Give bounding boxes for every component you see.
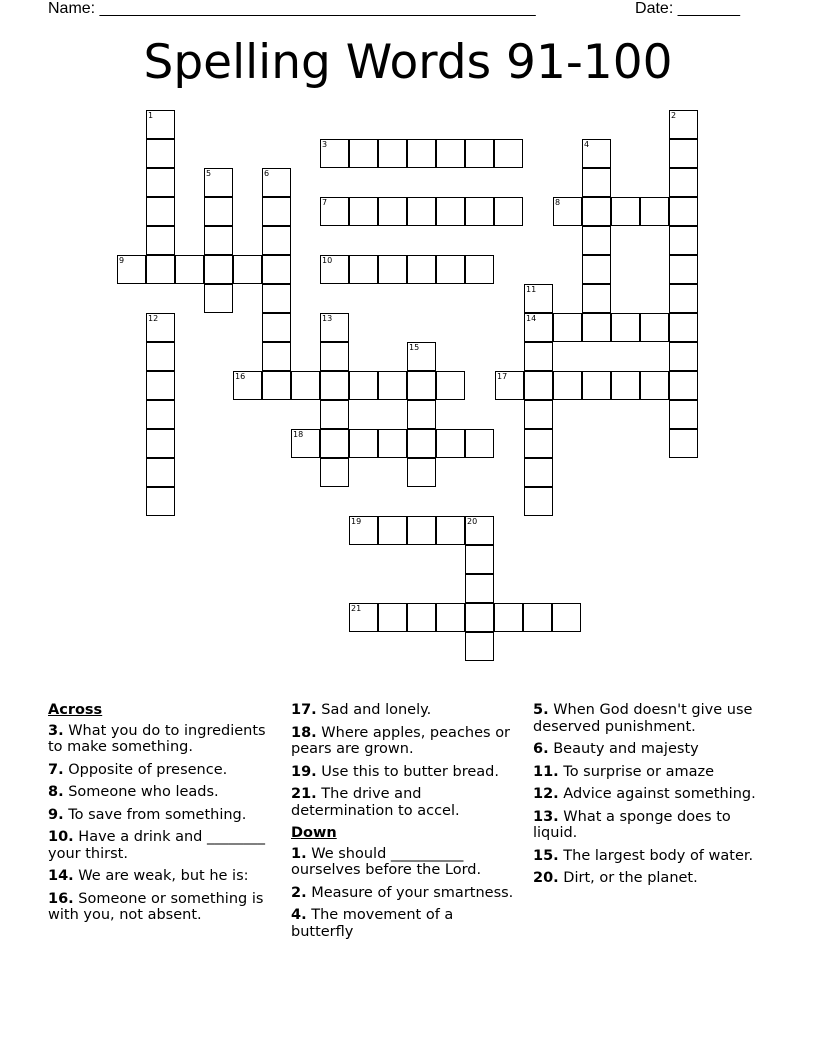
cell-number: 7 [322, 198, 328, 207]
grid-cell[interactable] [465, 197, 494, 226]
clue-across-7: 7. Opposite of presence. [48, 761, 228, 778]
grid-cell[interactable] [349, 429, 378, 458]
grid-cell[interactable] [407, 342, 436, 371]
clue-down-15: 15. The largest body of water. [533, 847, 754, 864]
clue-down-20: 20. Dirt, or the planet. [533, 870, 698, 886]
grid-cell[interactable] [436, 371, 465, 400]
grid-cell[interactable] [146, 458, 175, 487]
grid-cell[interactable] [320, 342, 349, 371]
grid-cell[interactable] [465, 139, 494, 168]
grid-cell[interactable] [669, 168, 698, 197]
grid-cell[interactable] [349, 139, 378, 168]
grid-cell[interactable] [407, 516, 436, 545]
cell-number: 1 [148, 111, 154, 120]
grid-cell[interactable] [524, 313, 553, 342]
grid-cell[interactable] [349, 371, 378, 400]
grid-cell[interactable] [553, 371, 582, 400]
cell-number: 20 [467, 517, 478, 526]
clues-column-1 [48, 702, 274, 930]
grid-cell[interactable] [524, 429, 553, 458]
grid-cell[interactable] [204, 168, 233, 197]
grid-cell[interactable] [378, 516, 407, 545]
cell-number: 10 [322, 256, 333, 265]
grid-cell[interactable] [494, 139, 523, 168]
grid-cell[interactable] [436, 603, 465, 632]
date-field-label[interactable]: Date: _______ [635, 0, 740, 17]
grid-cell[interactable] [669, 110, 698, 139]
cell-number: 19 [351, 517, 362, 526]
grid-cell[interactable] [233, 371, 262, 400]
grid-cell[interactable] [146, 487, 175, 516]
grid-cell[interactable] [204, 284, 233, 313]
across-heading: Across [48, 702, 103, 718]
grid-cell[interactable] [262, 342, 291, 371]
grid-cell[interactable] [524, 342, 553, 371]
grid-cell[interactable] [553, 313, 582, 342]
grid-cell[interactable] [436, 255, 465, 284]
clue-down-11: 11. To surprise or amaze [533, 763, 715, 780]
grid-cell[interactable] [669, 313, 698, 342]
grid-cell[interactable] [495, 371, 524, 400]
grid-cell[interactable] [582, 255, 611, 284]
clue-across-21: 21. The drive and determination to accel. [291, 786, 460, 819]
grid-cell[interactable] [582, 313, 611, 342]
cell-number: 12 [148, 314, 159, 323]
grid-cell[interactable] [378, 371, 407, 400]
grid-cell[interactable] [407, 603, 436, 632]
clue-down-13: 13. What a sponge does to liquid. [533, 808, 731, 841]
grid-cell[interactable] [640, 197, 669, 226]
grid-cell[interactable] [523, 603, 552, 632]
grid-cell[interactable] [117, 255, 146, 284]
cell-number: 3 [322, 140, 328, 149]
grid-cell[interactable] [669, 255, 698, 284]
clue-down-1: 1. We should __________ ourselves before the Lord. [291, 845, 482, 878]
clue-across-8: 8. Someone who leads. [48, 784, 219, 800]
grid-cell[interactable] [407, 429, 436, 458]
grid-cell[interactable] [524, 400, 553, 429]
grid-cell[interactable] [407, 371, 436, 400]
clues-column-2 [291, 702, 519, 946]
clue-across-19: 19. Use this to butter bread. [291, 763, 499, 780]
cell-number: 14 [526, 314, 537, 323]
grid-cell[interactable] [524, 458, 553, 487]
grid-cell[interactable] [204, 197, 233, 226]
grid-cell[interactable] [146, 400, 175, 429]
grid-cell[interactable] [436, 516, 465, 545]
grid-cell[interactable] [524, 487, 553, 516]
grid-cell[interactable] [436, 429, 465, 458]
clue-down-4: 4. The movement of a butterfly [291, 907, 454, 940]
clues-column-3 [533, 702, 763, 893]
grid-cell[interactable] [320, 371, 349, 400]
grid-cell[interactable] [378, 255, 407, 284]
grid-cell[interactable] [669, 342, 698, 371]
grid-cell[interactable] [465, 603, 494, 632]
page-title: Spelling Words 91-100 [143, 35, 673, 90]
cell-number: 18 [293, 430, 304, 439]
grid-cell[interactable] [378, 429, 407, 458]
grid-cell[interactable] [146, 429, 175, 458]
grid-cell[interactable] [291, 371, 320, 400]
grid-cell[interactable] [204, 255, 233, 284]
grid-cell[interactable] [320, 400, 349, 429]
clue-across-16: 16. Someone or something is with you, not absent. [48, 890, 264, 923]
grid-cell[interactable] [582, 197, 611, 226]
clue-across-10: 10. Have a drink and ________ your thirst. [48, 829, 265, 862]
grid-cell[interactable] [146, 255, 175, 284]
clue-down-5: 5. When God doesn't give use deserved punishment. [533, 702, 753, 735]
grid-cell[interactable] [669, 226, 698, 255]
cell-number: 11 [526, 285, 537, 294]
cell-number: 4 [584, 140, 590, 149]
grid-cell[interactable] [494, 197, 523, 226]
clue-across-3: 3. What you do to ingredients to make something. [48, 722, 266, 755]
grid-cell[interactable] [378, 603, 407, 632]
down-heading: Down [291, 825, 337, 841]
cell-number: 5 [206, 169, 212, 178]
grid-cell[interactable] [524, 371, 553, 400]
header-row [48, 0, 740, 20]
grid-cell[interactable] [262, 197, 291, 226]
grid-cell[interactable] [465, 516, 494, 545]
grid-cell[interactable] [146, 197, 175, 226]
grid-cell[interactable] [407, 197, 436, 226]
grid-cell[interactable] [320, 255, 349, 284]
clue-down-12: 12. Advice against something. [533, 786, 756, 802]
grid-cell[interactable] [407, 458, 436, 487]
clue-across-17: 17. Sad and lonely. [291, 702, 432, 718]
grid-cell[interactable] [611, 371, 640, 400]
grid-cell[interactable] [262, 313, 291, 342]
grid-cell[interactable] [611, 313, 640, 342]
grid-cell[interactable] [465, 429, 494, 458]
clue-down-2: 2. Measure of your smartness. [291, 884, 514, 901]
grid-cell[interactable] [407, 139, 436, 168]
cell-number: 6 [264, 169, 270, 178]
cell-number: 16 [235, 372, 246, 381]
grid-cell[interactable] [436, 197, 465, 226]
grid-cell[interactable] [175, 255, 204, 284]
grid-cell[interactable] [669, 284, 698, 313]
grid-cell[interactable] [262, 168, 291, 197]
clue-across-14: 14. We are weak, but he is: [48, 868, 249, 884]
grid-cell[interactable] [465, 574, 494, 603]
cell-number: 21 [351, 604, 362, 613]
grid-cell[interactable] [494, 603, 523, 632]
grid-cell[interactable] [582, 168, 611, 197]
grid-cell[interactable] [465, 545, 494, 574]
grid-cell[interactable] [146, 371, 175, 400]
grid-cell[interactable] [582, 139, 611, 168]
cell-number: 13 [322, 314, 333, 323]
grid-cell[interactable] [291, 429, 320, 458]
grid-cell[interactable] [524, 284, 553, 313]
grid-cell[interactable] [320, 139, 349, 168]
grid-cell[interactable] [349, 516, 378, 545]
grid-cell[interactable] [349, 255, 378, 284]
grid-cell[interactable] [320, 429, 349, 458]
grid-cell[interactable] [669, 139, 698, 168]
grid-cell[interactable] [262, 226, 291, 255]
clue-across-18: 18. Where apples, peaches or pears are grown. [291, 724, 511, 757]
grid-cell[interactable] [146, 313, 175, 342]
grid-cell[interactable] [407, 400, 436, 429]
grid-cell[interactable] [146, 226, 175, 255]
grid-cell[interactable] [582, 284, 611, 313]
grid-cell[interactable] [669, 429, 698, 458]
grid-cell[interactable] [669, 400, 698, 429]
grid-cell[interactable] [378, 139, 407, 168]
grid-cell[interactable] [349, 603, 378, 632]
grid-cell[interactable] [262, 255, 291, 284]
cell-number: 2 [671, 111, 677, 120]
grid-cell[interactable] [262, 284, 291, 313]
grid-cell[interactable] [378, 197, 407, 226]
cell-number: 8 [555, 198, 561, 207]
grid-cell[interactable] [320, 458, 349, 487]
cell-number: 9 [119, 256, 125, 265]
grid-cell[interactable] [262, 371, 291, 400]
grid-cell[interactable] [146, 168, 175, 197]
cell-number: 17 [497, 372, 508, 381]
grid-cell[interactable] [320, 197, 349, 226]
grid-cell[interactable] [640, 371, 669, 400]
grid-cell[interactable] [553, 197, 582, 226]
grid-cell[interactable] [669, 197, 698, 226]
grid-cell[interactable] [582, 226, 611, 255]
clue-across-9: 9. To save from something. [48, 806, 247, 823]
grid-cell[interactable] [146, 139, 175, 168]
grid-cell[interactable] [436, 139, 465, 168]
name-field-label[interactable]: Name: _________________________________________________ [48, 0, 536, 17]
grid-cell[interactable] [320, 313, 349, 342]
grid-cell[interactable] [233, 255, 262, 284]
grid-cell[interactable] [582, 371, 611, 400]
cell-number: 15 [409, 343, 420, 352]
grid-cell[interactable] [407, 255, 436, 284]
grid-cell[interactable] [349, 197, 378, 226]
grid-cell[interactable] [465, 255, 494, 284]
grid-cell[interactable] [146, 342, 175, 371]
grid-cell[interactable] [640, 313, 669, 342]
grid-cell[interactable] [204, 226, 233, 255]
grid-cell[interactable] [669, 371, 698, 400]
grid-cell[interactable] [146, 110, 175, 139]
grid-cell[interactable] [552, 603, 581, 632]
grid-cell[interactable] [465, 632, 494, 661]
grid-cell[interactable] [611, 197, 640, 226]
clue-down-6: 6. Beauty and majesty [533, 741, 699, 757]
